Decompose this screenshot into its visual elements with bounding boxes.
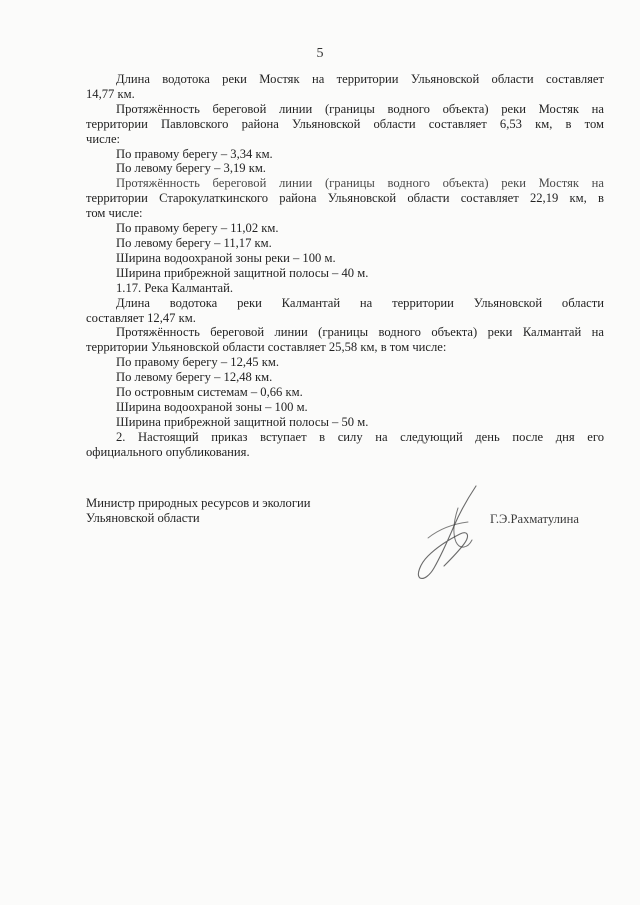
paragraph-line: По правому берегу – 12,45 км. [116, 355, 279, 370]
paragraph-line: Протяжённость береговой линии (границы водного объекта) реки Мостяк на [116, 101, 604, 116]
paragraph-line: составляет 12,47 км. [86, 310, 196, 325]
paragraph-line: По правому берегу – 3,34 км. [116, 146, 273, 161]
signatory-position-line: Ульяновской области [86, 511, 200, 525]
handwritten-signature [398, 478, 508, 588]
paragraph-line: территории Ульяновской области составляет 25,58 км, в том числе: [86, 340, 447, 355]
document-body [86, 72, 604, 460]
paragraph-line: Длина водотока реки Калмантай на территории Ульяновской области [116, 295, 604, 310]
paragraph-line: Протяжённость береговой линии (границы водного объекта) реки Калмантай на [116, 325, 604, 340]
paragraph-line: Ширина прибрежной защитной полосы – 40 м. [116, 265, 369, 280]
paragraph-line: По правому берегу – 11,02 км. [116, 221, 279, 236]
paragraph-line: Протяжённость береговой линии (границы водного объекта) реки Мостяк на [116, 176, 604, 191]
paragraph-line: По левому берегу – 11,17 км. [116, 235, 272, 250]
paragraph-line: Длина водотока реки Мостяк на территории Ульяновской области составляет [116, 72, 604, 86]
paragraph-line: По левому берегу – 12,48 км. [116, 370, 273, 385]
paragraph-line: Ширина прибрежной защитной полосы – 50 м. [116, 414, 369, 429]
paragraph-line: официального опубликования. [86, 444, 250, 459]
paragraph-line: Ширина водоохраной зоны – 100 м. [116, 399, 308, 414]
paragraph-line: территории Старокулаткинского района Ульяновской области составляет 22,19 км, в [86, 191, 604, 206]
page-number: 5 [316, 46, 324, 61]
paragraph-line: 2. Настоящий приказ вступает в силу на следующий день после дня его [116, 429, 604, 444]
signatory-position [86, 496, 386, 526]
paragraph-line: По левому берегу – 3,19 км. [116, 161, 266, 176]
paragraph-line: 14,77 км. [86, 86, 135, 101]
paragraph-line: территории Павловского района Ульяновской области составляет 6,53 км, в том [86, 116, 604, 131]
paragraph-line: Ширина водоохраной зоны реки – 100 м. [116, 250, 336, 265]
paragraph-line: том числе: [86, 206, 143, 221]
paragraph-line: числе: [86, 131, 121, 146]
signatory-name: Г.Э.Рахматулина [490, 512, 579, 526]
signatory-position-line: Министр природных ресурсов и экологии [86, 496, 311, 510]
paragraph-line: По островным системам – 0,66 км. [116, 385, 303, 400]
section-heading: 1.17. Река Калмантай. [116, 280, 233, 295]
